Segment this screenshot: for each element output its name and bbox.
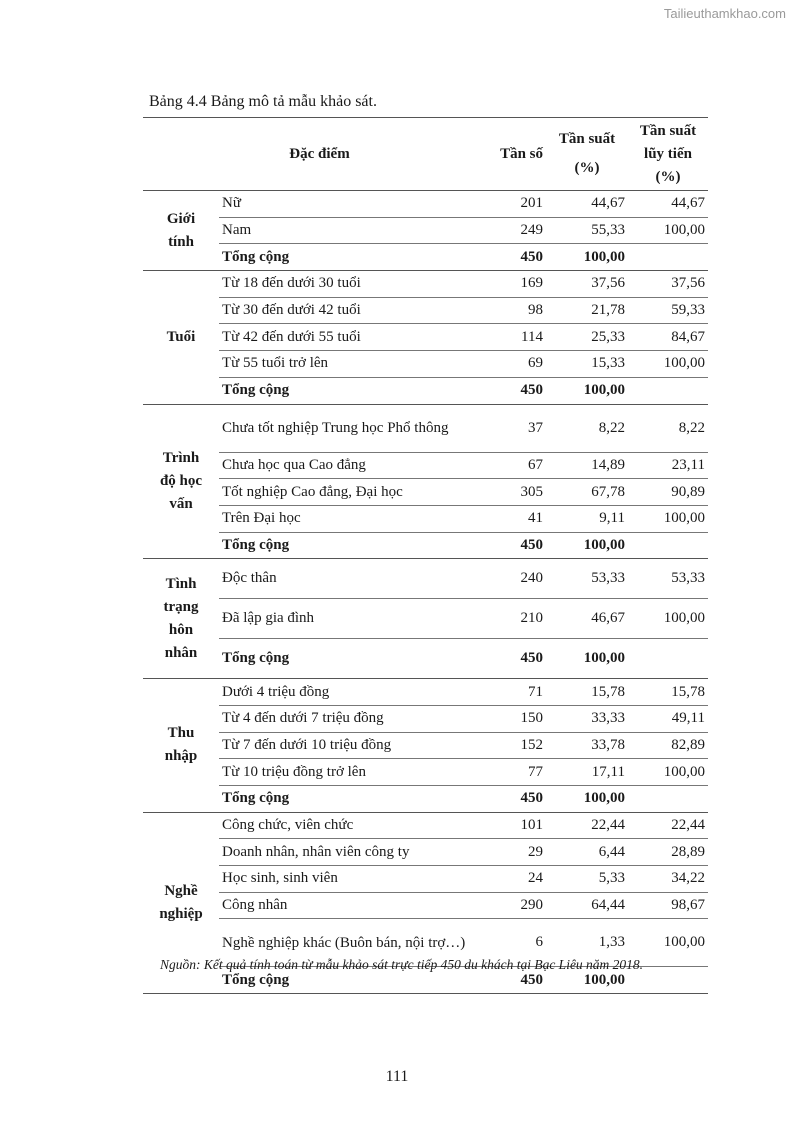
cumulative-cell: 15,78 [628, 679, 708, 706]
count-cell: 6 [496, 919, 546, 967]
table-row [143, 759, 708, 786]
group-label-line: Giới [166, 210, 196, 227]
table-row [143, 297, 708, 324]
cumulative-cell: 82,89 [628, 732, 708, 759]
category-cell: Chưa học qua Cao đẳng [219, 452, 496, 479]
cumulative-cell: 100,00 [628, 919, 708, 967]
percent-cell: 25,33 [546, 324, 628, 351]
total-percent: 100,00 [546, 244, 628, 271]
table-row [143, 866, 708, 893]
count-cell: 305 [496, 479, 546, 506]
count-cell: 37 [496, 404, 546, 452]
group-label [143, 559, 219, 679]
percent-cell: 1,33 [546, 919, 628, 967]
group-label-line: nhân [164, 644, 198, 661]
group-label [143, 271, 219, 404]
total-percent: 100,00 [546, 377, 628, 404]
count-cell: 24 [496, 866, 546, 893]
header-cumulative-line1: Tần suất [639, 122, 697, 139]
category-cell: Tốt nghiệp Cao đẳng, Đại học [219, 479, 496, 506]
category-cell: Dưới 4 triệu đồng [219, 679, 496, 706]
percent-cell: 17,11 [546, 759, 628, 786]
group-label-line: Trình [162, 449, 200, 466]
total-label: Tổng cộng [219, 532, 496, 559]
total-cumulative-empty [628, 639, 708, 679]
cumulative-cell: 44,67 [628, 191, 708, 218]
source-note: Nguồn: Kết quả tính toán từ mẫu khảo sát trực tiếp 450 du khách tại Bạc Liêu năm 2018. [160, 957, 644, 972]
category-cell: Từ 10 triệu đồng trở lên [219, 759, 496, 786]
category-cell: Từ 42 đến dưới 55 tuổi [219, 324, 496, 351]
category-cell: Từ 7 đến dưới 10 triệu đồng [219, 732, 496, 759]
category-cell: Từ 55 tuổi trở lên [219, 351, 496, 378]
total-percent: 100,00 [546, 786, 628, 813]
group-label [143, 679, 219, 812]
percent-cell: 15,78 [546, 679, 628, 706]
cumulative-cell: 22,44 [628, 812, 708, 839]
percent-cell: 5,33 [546, 866, 628, 893]
percent-cell: 55,33 [546, 217, 628, 244]
header-percent-line2: (%) [574, 160, 600, 176]
count-cell: 152 [496, 732, 546, 759]
count-cell: 201 [496, 191, 546, 218]
count-cell: 169 [496, 271, 546, 298]
group-label-line: Tuổi [166, 328, 196, 345]
cumulative-cell: 84,67 [628, 324, 708, 351]
category-cell: Nam [219, 217, 496, 244]
category-cell: Chưa tốt nghiệp Trung học Phổ thông [219, 404, 496, 452]
percent-cell: 8,22 [546, 404, 628, 452]
count-cell: 150 [496, 705, 546, 732]
category-cell: Công nhân [219, 892, 496, 919]
group-label-line: nhập [164, 748, 198, 765]
percent-cell: 64,44 [546, 892, 628, 919]
total-cumulative-empty [628, 244, 708, 271]
total-percent: 100,00 [546, 967, 628, 994]
cumulative-cell: 49,11 [628, 705, 708, 732]
header-cumulative-line2: lũy tiến [644, 145, 692, 162]
header-percent-line1: Tần suất [558, 131, 616, 147]
total-row [143, 639, 708, 679]
percent-cell: 33,78 [546, 732, 628, 759]
count-cell: 69 [496, 351, 546, 378]
count-cell: 290 [496, 892, 546, 919]
table-row [143, 732, 708, 759]
total-count: 450 [496, 967, 546, 994]
total-percent: 100,00 [546, 532, 628, 559]
table-row [143, 479, 708, 506]
total-count: 450 [496, 786, 546, 813]
header-feature: Đặc điểm [143, 118, 496, 191]
table-row [143, 404, 708, 452]
cumulative-cell: 59,33 [628, 297, 708, 324]
table-row [143, 839, 708, 866]
cumulative-cell: 37,56 [628, 271, 708, 298]
count-cell: 98 [496, 297, 546, 324]
cumulative-cell: 98,67 [628, 892, 708, 919]
table-row [143, 679, 708, 706]
table-row [143, 599, 708, 639]
count-cell: 77 [496, 759, 546, 786]
table-header-row [143, 118, 708, 191]
cumulative-cell: 28,89 [628, 839, 708, 866]
total-label: Tổng cộng [219, 244, 496, 271]
percent-cell: 53,33 [546, 559, 628, 599]
group-label [143, 191, 219, 271]
cumulative-cell: 34,22 [628, 866, 708, 893]
category-cell: Độc thân [219, 559, 496, 599]
total-row [143, 377, 708, 404]
count-cell: 29 [496, 839, 546, 866]
cumulative-cell: 90,89 [628, 479, 708, 506]
table-row [143, 324, 708, 351]
cumulative-cell: 100,00 [628, 351, 708, 378]
total-count: 450 [496, 377, 546, 404]
total-cumulative-empty [628, 377, 708, 404]
percent-cell: 37,56 [546, 271, 628, 298]
cumulative-cell: 100,00 [628, 217, 708, 244]
total-count: 450 [496, 244, 546, 271]
total-row [143, 244, 708, 271]
percent-cell: 14,89 [546, 452, 628, 479]
category-cell: Nữ [219, 191, 496, 218]
watermark-text: Tailieuthamkhao.com [663, 6, 786, 21]
total-cumulative-empty [628, 532, 708, 559]
total-count: 450 [496, 639, 546, 679]
header-percent [546, 118, 628, 191]
total-label: Tổng cộng [219, 639, 496, 679]
total-cumulative-empty [628, 786, 708, 813]
survey-sample-table [143, 117, 708, 994]
table-row [143, 559, 708, 599]
category-cell: Từ 30 đến dưới 42 tuổi [219, 297, 496, 324]
cumulative-cell: 100,00 [628, 505, 708, 532]
percent-cell: 21,78 [546, 297, 628, 324]
count-cell: 114 [496, 324, 546, 351]
category-cell: Nghề nghiệp khác (Buôn bán, nội trợ…) [219, 919, 496, 967]
category-cell: Doanh nhân, nhân viên công ty [219, 839, 496, 866]
table-row [143, 191, 708, 218]
percent-cell: 15,33 [546, 351, 628, 378]
table-row [143, 452, 708, 479]
count-cell: 249 [496, 217, 546, 244]
cumulative-cell: 8,22 [628, 404, 708, 452]
table-row [143, 892, 708, 919]
category-cell: Học sinh, sinh viên [219, 866, 496, 893]
group-label-line: Thu [167, 725, 195, 742]
category-cell: Từ 4 đến dưới 7 triệu đồng [219, 705, 496, 732]
category-cell: Đã lập gia đình [219, 599, 496, 639]
group-label-line: trạng [163, 598, 199, 615]
header-count: Tần số [496, 118, 546, 191]
total-label: Tổng cộng [219, 786, 496, 813]
table-row [143, 505, 708, 532]
percent-cell: 46,67 [546, 599, 628, 639]
group-label-line: Tình [165, 575, 197, 592]
count-cell: 240 [496, 559, 546, 599]
total-row [143, 786, 708, 813]
table-row [143, 217, 708, 244]
group-label [143, 404, 219, 559]
page-number: 111 [385, 1068, 409, 1085]
total-percent: 100,00 [546, 639, 628, 679]
category-cell: Công chức, viên chức [219, 812, 496, 839]
percent-cell: 33,33 [546, 705, 628, 732]
group-label-line: độ học [159, 472, 203, 489]
percent-cell: 22,44 [546, 812, 628, 839]
table-body [143, 191, 708, 994]
total-row [143, 532, 708, 559]
group-label-line: Nghề [164, 882, 198, 899]
cumulative-cell: 53,33 [628, 559, 708, 599]
count-cell: 71 [496, 679, 546, 706]
cumulative-cell: 100,00 [628, 599, 708, 639]
total-label: Tổng cộng [219, 377, 496, 404]
table-row [143, 271, 708, 298]
table-row [143, 705, 708, 732]
total-count: 450 [496, 532, 546, 559]
header-cumulative [628, 118, 708, 191]
group-label-line: vấn [169, 495, 193, 512]
table-row [143, 351, 708, 378]
count-cell: 67 [496, 452, 546, 479]
table-row [143, 812, 708, 839]
group-label-line: nghiệp [159, 905, 203, 922]
percent-cell: 44,67 [546, 191, 628, 218]
cumulative-cell: 23,11 [628, 452, 708, 479]
percent-cell: 67,78 [546, 479, 628, 506]
category-cell: Trên Đại học [219, 505, 496, 532]
table-caption: Bảng 4.4 Bảng mô tả mẫu khảo sát. [149, 93, 377, 110]
group-label-line: tính [168, 233, 194, 250]
count-cell: 101 [496, 812, 546, 839]
percent-cell: 9,11 [546, 505, 628, 532]
count-cell: 41 [496, 505, 546, 532]
total-label: Tổng cộng [219, 967, 496, 994]
percent-cell: 6,44 [546, 839, 628, 866]
group-label-line: hôn [168, 621, 194, 638]
cumulative-cell: 100,00 [628, 759, 708, 786]
count-cell: 210 [496, 599, 546, 639]
header-cumulative-line3: (%) [655, 168, 681, 185]
category-cell: Từ 18 đến dưới 30 tuổi [219, 271, 496, 298]
